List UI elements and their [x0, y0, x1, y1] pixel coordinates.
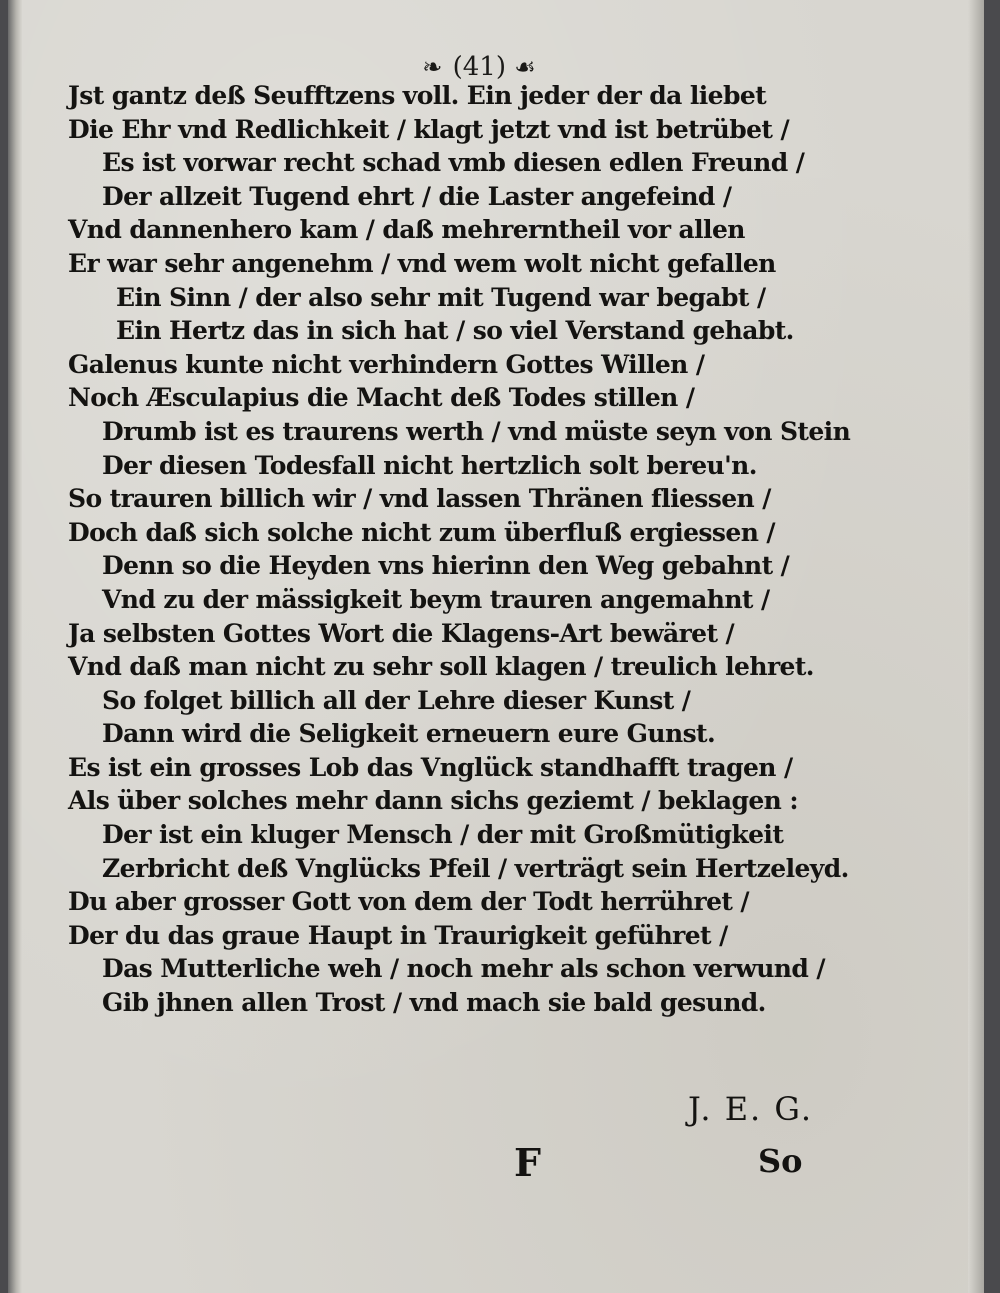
author-initials: J. E. G. — [688, 1090, 813, 1128]
poem-line: Der diesen Todesfall nicht hertzlich solt bereu'n. — [102, 450, 757, 480]
poem-line: Der allzeit Tugend ehrt / die Laster angefeind / — [102, 181, 732, 211]
poem-line: Noch Æsculapius die Macht deß Todes stillen / — [68, 383, 695, 413]
poem-line: So folget billich all der Lehre dieser Kunst / — [102, 685, 691, 715]
poem-line: Gib jhnen allen Trost / vnd mach sie bald gesund. — [102, 988, 766, 1018]
poem-line: Das Mutterliche weh / noch mehr als schon verwund / — [102, 954, 825, 984]
book-page — [8, 0, 984, 1293]
poem-line: Vnd daß man nicht zu sehr soll klagen / treulich lehret. — [68, 652, 814, 682]
poem-line: Du aber grosser Gott von dem der Todt herrühret / — [68, 887, 749, 917]
page-number: (41) — [452, 52, 506, 82]
poem-line: Galenus kunte nicht verhindern Gottes Willen / — [68, 349, 705, 379]
poem-line: Ein Hertz das in sich hat / so viel Verstand gehabt. — [116, 316, 794, 346]
poem-line: Die Ehr vnd Redlichkeit / klagt jetzt vnd ist betrübet / — [68, 114, 790, 144]
poem-line: Es ist vorwar recht schad vmb diesen edlen Freund / — [102, 148, 805, 178]
poem-line: Doch daß sich solche nicht zum überfluß ergiessen / — [68, 517, 775, 547]
ornament-left-icon: ❧ — [422, 53, 445, 81]
poem-line: Ja selbsten Gottes Wort die Klagens-Art bewäret / — [68, 618, 735, 648]
page-edge-shadow — [968, 0, 984, 1293]
book-spine-shadow — [8, 0, 22, 1293]
poem-line: Es ist ein grosses Lob das Vnglück standhafft tragen / — [68, 752, 793, 782]
poem-line: Dann wird die Seligkeit erneuern eure Gunst. — [102, 719, 716, 749]
poem-line: Denn so die Heyden vns hierinn den Weg gebahnt / — [102, 551, 790, 581]
poem-line: Vnd zu der mässigkeit beym trauren angemahnt / — [102, 584, 770, 614]
ornament-right-icon: ☙ — [514, 53, 538, 81]
poem-body — [68, 79, 851, 1020]
poem-line: Ein Sinn / der also sehr mit Tugend war begabt / — [116, 282, 766, 312]
printer-signature-mark: F — [514, 1140, 541, 1185]
poem-line: Er war sehr angenehm / vnd wem wolt nicht gefallen — [68, 248, 776, 278]
poem-line: Der du das graue Haupt in Traurigkeit geführet / — [68, 920, 728, 950]
poem-line: Drumb ist es traurens werth / vnd müste seyn von Stein — [102, 416, 851, 446]
poem-line: Der ist ein kluger Mensch / der mit Großmütigkeit — [102, 820, 784, 850]
catchword: So — [758, 1142, 803, 1180]
poem-line: Zerbricht deß Vnglücks Pfeil / verträgt sein Hertzeleyd. — [102, 853, 849, 883]
poem-line: Vnd dannenhero kam / daß mehrerntheil vor allen — [68, 215, 745, 245]
poem-line: So trauren billich wir / vnd lassen Thränen fliessen / — [68, 484, 771, 514]
page-number-header — [400, 52, 560, 82]
poem-line: Als über solches mehr dann sichs geziemt / beklagen : — [68, 786, 798, 816]
poem-line: Jst gantz deß Seufftzens voll. Ein jeder der da liebet — [68, 81, 767, 110]
